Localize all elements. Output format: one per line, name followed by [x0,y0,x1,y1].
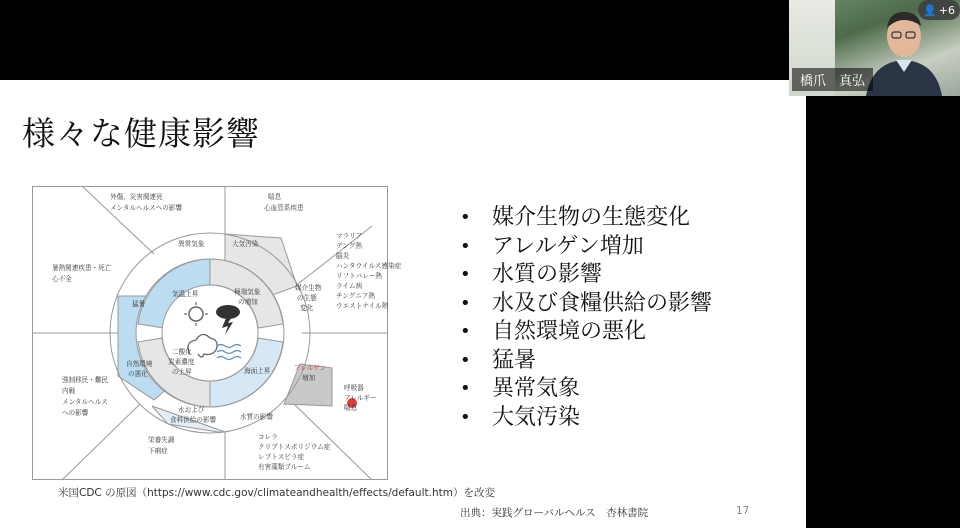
outer-top-right-2: 心血管系疾患 [264,204,304,212]
mid-environment-2: の悪化 [128,370,148,378]
outer-right-upper-4: ハンタウイルス感染症 [336,262,402,270]
outer-left-lower-1: 強制移民・難民 [62,376,109,384]
source-citation: 出典：実践グローバルヘルス 杏林書院 [460,507,649,519]
bullet-list [458,204,712,432]
outer-left-upper-1: 暑熱関連疾患・死亡 [52,264,112,272]
people-icon: 👤 [923,3,937,17]
inner-co2-2: 炭素濃度 [168,358,195,366]
inner-co2-3: の上昇 [172,368,192,376]
mid-water-quality: 水質の影響 [240,413,273,421]
inner-sea-level: 海面上昇 [244,367,271,375]
participant-name-label: 橋爪 真弘 [792,68,873,91]
mid-air-pollution: 大気汚染 [232,240,259,248]
outer-left-lower-2: 内戦 [62,387,76,395]
outer-left-lower-3: メンタルヘルス [62,398,108,406]
inner-temp-rise: 気温上昇 [172,290,199,298]
bullet-item: • 水及び食糧供給の影響 [458,290,712,319]
outer-right-upper-5: リフトバレー熱 [336,272,383,280]
mid-allergen-1: アレルゲン [294,364,327,372]
shared-slide [0,80,806,528]
mid-vector-1: 媒介生物 [295,284,322,292]
participants-button[interactable] [918,0,960,20]
outer-bottom-left-2: 下痢症 [148,447,168,455]
mid-vector-3: 変化 [300,304,314,312]
mid-vector-2: の生態 [297,294,317,302]
health-impact-diagram [32,186,402,480]
mid-environment-1: 自然環境 [126,360,153,368]
mid-allergen-2: 増加 [302,374,316,382]
mid-heat: 猛暑 [132,300,146,308]
outer-right-upper-3: 脳炎 [336,252,350,260]
outer-top-left-2: メンタルヘルスへの影響 [110,204,183,212]
outer-right-lower-1: 呼吸器 [344,384,364,392]
diagram-caption: 米国CDC の原図（https://www.cdc.gov/climateandhealth/effects/default.htm）を改変 [58,487,495,499]
outer-top-right-1: 喘息 [268,193,282,201]
bullet-item: • 自然環境の悪化 [458,318,712,347]
outer-bottom-right-3: レプトスピラ症 [258,453,305,461]
outer-right-upper-7: チングニア熱 [336,292,375,300]
bullet-item: • アレルゲン増加 [458,233,712,262]
mid-extreme-weather: 異常気象 [178,240,205,248]
page-number: 17 [736,505,750,517]
outer-bottom-right-2: クリプトスポリジウム症 [258,443,331,451]
inner-extreme-1: 極端気象 [234,288,261,296]
inner-extreme-2: の増加 [238,298,258,306]
slide-title: 様々な健康影響 [22,114,260,153]
outer-right-lower-3: 喘息 [344,404,358,412]
inner-co2-1: 二酸化 [172,348,192,356]
bullet-item: • 異常気象 [458,375,712,404]
outer-right-upper-8: ウエストナイル熱 [336,302,389,310]
outer-right-upper-2: デング熱 [336,242,363,250]
outer-bottom-right-1: コレラ [258,433,278,441]
bullet-item: • 大気汚染 [458,404,712,433]
outer-bottom-right-4: 有害藻類ブルーム [258,463,311,471]
outer-right-upper-6: ライム病 [336,282,363,290]
bullet-item: • 水質の影響 [458,261,712,290]
outer-left-lower-4: への影響 [62,409,89,417]
participant-count: +6 [938,3,955,17]
bullet-item: • 媒介生物の生態変化 [458,204,712,233]
mid-food-water-2: 食料供給の影響 [170,416,217,424]
outer-top-left-1: 外傷、災害関連死 [110,193,163,201]
mid-food-water-1: 水および [178,406,205,414]
outer-bottom-left-1: 栄養失調 [148,436,175,444]
outer-right-upper-1: マラリア [336,232,363,240]
outer-left-upper-2: 心不全 [52,275,72,283]
bullet-item: • 猛暑 [458,347,712,376]
outer-right-lower-2: アレルギー [344,394,377,402]
